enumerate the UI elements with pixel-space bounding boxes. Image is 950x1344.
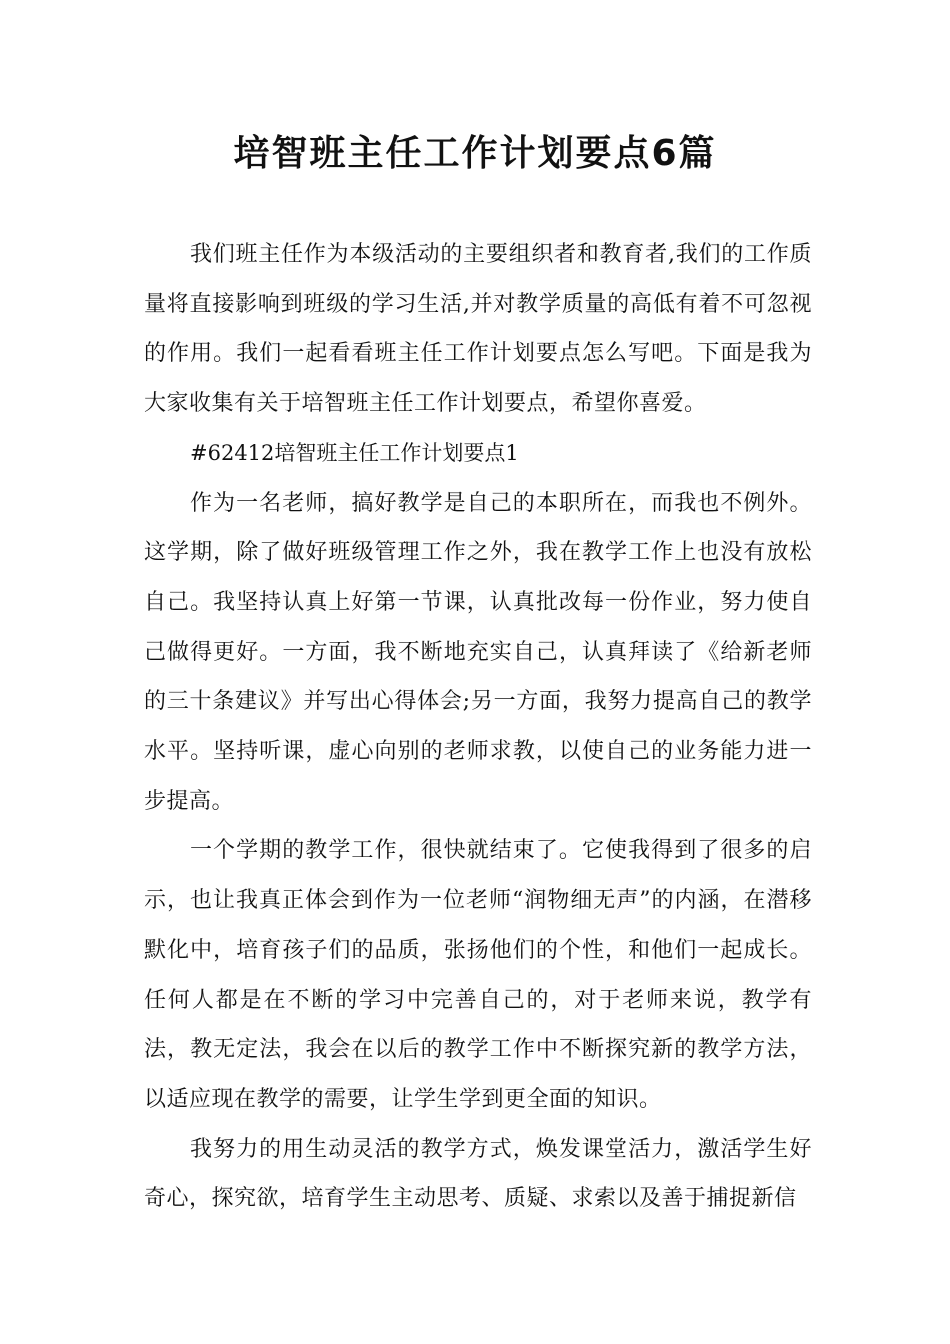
section-heading: #62412培智班主任工作计划要点1: [190, 440, 519, 465]
body-paragraph: 一个学期的教学工作，很快就结束了。它使我得到了很多的启示，也让我真正体会到作为一位老师“润物细无声”的内涵，在潜移默化中，培育孩子们的品质，张扬他们的个性，和他们一起成长。任何人都是在不断的学习中完善自己的，对于老师来说，教学有法，教无定法，我会在以后的教学工作中不断探究新的教学方法，以适应现在教学的需要，让学生学到更全面的知识。: [144, 838, 812, 1112]
body-paragraph: 作为一名老师，搞好教学是自己的本职所在，而我也不例外。这学期，除了做好班级管理工作之外，我在教学工作上也没有放松自己。我坚持认真上好第一节课，认真批改每一份作业，努力使自己做得更好。一方面，我不断地充实自己，认真拜读了《给新老师的三十条建议》并写出心得体会;另一方面，我努力提高自己的教学水平。坚持听课，虚心向别的老师求教，以使自己的业务能力进一步提高。: [144, 490, 812, 814]
document-title: 培智班主任工作计划要点6篇: [233, 133, 717, 174]
document-body: [144, 230, 812, 1224]
body-paragraph: 我努力的用生动灵活的教学方式，焕发课堂活力，激活学生好奇心，探究欲，培育学生主动思考、质疑、求索以及善于捕捉新信: [144, 1136, 812, 1212]
intro-paragraph: 我们班主任作为本级活动的主要组织者和教育者,我们的工作质量将直接影响到班级的学习生活,并对教学质量的高低有着不可忽视的作用。我们一起看看班主任工作计划要点怎么写吧。下面是我为大家收集有关于培智班主任工作计划要点，希望你喜爱。: [144, 242, 812, 417]
